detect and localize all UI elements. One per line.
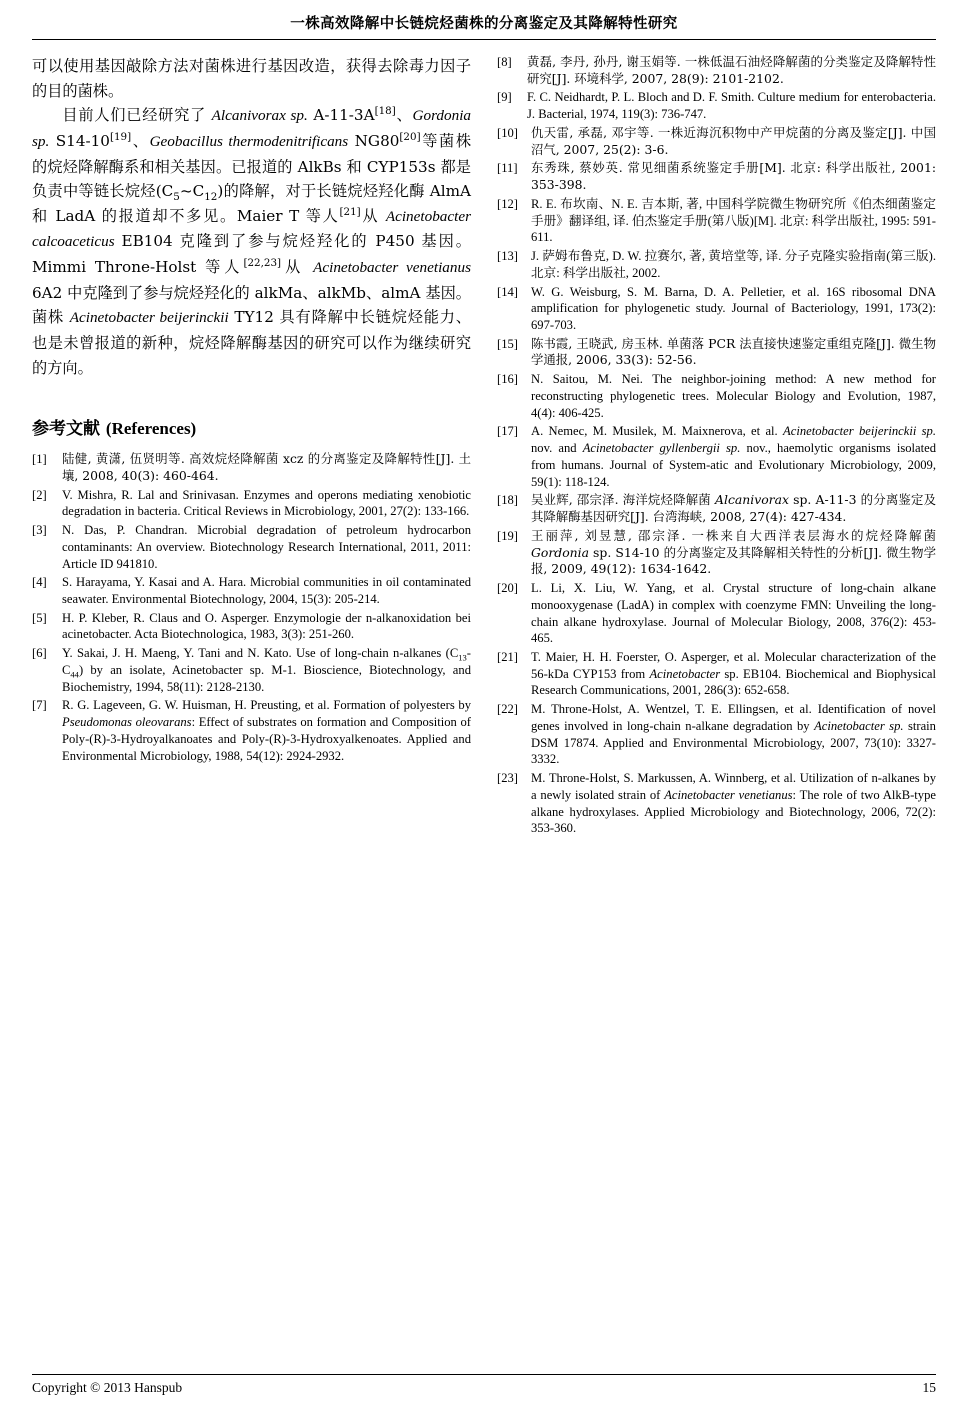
header-divider [32,39,936,40]
reference-item [497,649,936,699]
page-footer [32,1374,936,1396]
reference-text: 陈书霞, 王晓武, 房玉林. 单菌落 PCR 法直接快速鉴定重组克隆[J]. 微生物学通报, 2006, 33(3): 52-56. [531,335,936,368]
body-paragraph-2: 目前人们已经研究了 Alcanivorax sp. A-11-3A[18]、Gordonia sp. S14-10[19]、Geobacillus thermodenitrificans NG80[20]等菌株的烷烃降解酶系和相关基因。已报道的 AlkBs 和 CYP153s 都是负责中等链长烷烃$(C_5\sim C_{12})$的降解，对于长链烷烃羟化酶 AlmA 和 LadA 的报道却不多见。Maier T 等人[21]从 Acinetobacter calcoaceticus EB104 克隆到了参与烷烃羟化的 P450 基因。Mimmi Throne-Holst 等人[22,23]从 Acinetobacter venetianus 6A2 中克隆到了参与烷烃羟化的 alkMa、alkMb、almA 基因。菌株 Acinetobacter beijerinckii TY12 具有降解中长链烷烃能力、也是未曾报道的新种，烷烃降解酶基因的研究可以作为继续研究的方向。 [32,105,472,377]
reference-item [32,645,471,695]
reference-item [32,451,471,484]
reference-text: R. G. Lageveen, G. W. Huisman, H. Preusting, et al. Formation of polyesters by Pseudomonas oleovarans: Effect of substrates on formation and Composition of Poly-(R)-3-Hydroyalkanoates and Poly-(R)-3-Hydroxyalkenoates. Applied and Environmental Microbiology, 1988, 54(12): 2924-2932. [62,698,471,763]
reference-text: Y. Sakai, J. H. Maeng, Y. Tani and N. Kato. Use of long-chain n-alkanes $(C_{13}-C_{44})$ by an isolate, Acinetobacter sp. M-1. Bioscience, Biotechnology, and Biochemistry, 1994, 58(11): 2128-2130. [62,646,471,694]
reference-item [497,580,936,647]
reference-number: [23] [497,771,518,786]
reference-item [497,336,936,369]
reference-item [32,574,471,607]
reference-number: [20] [497,581,518,596]
running-head: 一株高效降解中长链烷烃菌株的分离鉴定及其降解特性研究 [290,16,678,32]
reference-number: [10] [497,125,518,140]
references-heading [32,414,471,439]
reference-text: W. G. Weisburg, S. M. Barna, D. A. Pelletier, et al. 16S ribosomal DNA amplification for phylogenetic study. Journal of Bacteriology, 1991, 173(2): 697-703. [531,284,936,333]
reference-number: [15] [497,336,518,351]
reference-list-right [497,54,936,837]
reference-item [32,610,471,643]
reference-item [497,371,936,421]
reference-item [497,701,936,768]
reference-text: H. P. Kleber, R. Claus and O. Asperger. Enzymologie der n-alkanoxidation bei acinetobacter. Acta Biotechnologica, 1983, 3(3): 251-260. [62,610,471,642]
reference-text: 东秀珠, 蔡妙英. 常见细菌系统鉴定手册[M]. 北京: 科学出版社, 2001: 353-398. [531,160,936,193]
reference-item [497,770,936,837]
reference-list-left [32,451,471,764]
reference-number: [1] [32,452,47,467]
reference-item [497,89,936,122]
reference-number: [21] [497,649,518,664]
reference-number: [2] [32,487,47,502]
reference-item [32,522,471,572]
reference-text: 黄磊, 李丹, 孙丹, 谢玉娟等. 一株低温石油烃降解菌的分类鉴定及降解特性研究[J]. 环境科学, 2007, 28(9): 2101-2102. [527,54,936,86]
reference-number: [3] [32,523,47,538]
reference-text: A. Nemec, M. Musilek, M. Maixnerova, et al. Acinetobacter beijerinckii sp. nov. and Acinetobacter gyllenbergii sp. nov., haemolytic organisms isolated from humans. Journal of System-atic and Evolutionary Microbiology, 2009, 59(1): 118-124. [531,424,936,489]
reference-item [497,54,936,87]
reference-number: [8] [497,55,512,69]
reference-item [497,528,936,578]
reference-item [497,196,936,246]
reference-item [497,492,936,525]
footer-divider [32,1374,936,1375]
reference-number: [14] [497,284,518,299]
reference-number: [6] [32,646,47,661]
reference-text: 陆健, 黄潇, 伍贤明等. 高效烷烃降解菌 xcz 的分离鉴定及降解特性[J]. 土壤, 2008, 40(3): 460-464. [62,451,471,483]
left-column [32,54,471,766]
reference-text: J. 萨姆布鲁克, D. W. 拉赛尔, 著, 黄培堂等, 译. 分子克隆实验指南(第三版). 北京: 科学出版社, 2002. [531,249,936,280]
footer-row [32,1380,936,1396]
reference-text: N. Saitou, M. Nei. The neighbor-joining method: A new method for reconstructing phylogenetic trees. Molecular Biology and Evolution, 1987, 4(4): 406-425. [531,372,936,420]
page-number: 15 [922,1380,936,1395]
reference-number: [9] [497,90,512,105]
two-column-layout [32,54,936,839]
reference-text: R. E. 布坎南、N. E. 吉本斯, 著, 中国科学院微生物研究所《伯杰细菌鉴定手册》翻译组, 译. 伯杰鉴定手册(第八版)[M]. 北京: 科学出版社, 1995: 591-611. [531,196,936,245]
reference-item [497,160,936,193]
reference-text: 仇天雷, 承磊, 邓宇等. 一株近海沉积物中产甲烷菌的分离及鉴定[J]. 中国沼气, 2007, 25(2): 3-6. [531,124,936,157]
reference-number: [12] [497,196,518,211]
reference-item [497,125,936,158]
reference-text: V. Mishra, R. Lal and Srinivasan. Enzymes and operons mediating xenobiotic degradation in bacteria. Critical Reviews in Microbiology, 2001, 27(2): 133-166. [62,487,471,519]
reference-number: [4] [32,575,47,590]
reference-text: 吴业辉, 邵宗泽. 海洋烷烃降解菌 Alcanivorax sp. A-11-3 的分离鉴定及其降解酶基因研究[J]. 台湾海峡, 2008, 27(4): 427-434. [531,492,936,525]
reference-item [497,423,936,490]
reference-number: [18] [497,493,518,508]
right-column [497,54,936,839]
reference-text: N. Das, P. Chandran. Microbial degradation of petroleum hydrocarbon contaminants: An overview. Biotechnology Research International, 2011, 2011: Article ID 941810. [62,523,471,571]
reference-text: F. C. Neidhardt, P. L. Bloch and D. F. Smith. Culture medium for enterobacteria. J. Bacterial, 1974, 119(3): 736-747. [527,90,936,122]
reference-text: M. Throne-Holst, S. Markussen, A. Winnberg, et al. Utilization of n-alkanes by a newly isolated strain of Acinetobacter venetianus: The role of two AlkB-type alkane hydroxylases. Applied Microbiology and Biotechnology, 2006, 72(2): 353-360. [531,771,936,836]
reference-item [32,697,471,764]
reference-number: [17] [497,424,518,439]
body-paragraph-1: 可以使用基因敲除方法对菌株进行基因改造，获得去除毒力因子的目的菌株。 [32,57,471,100]
reference-item [497,248,936,281]
reference-text: M. Throne-Holst, A. Wentzel, T. E. Ellingsen, et al. Identification of novel genes involved in long-chain n-alkane degradation by Acinetobacter sp. strain DSM 17874. Applied and Environmental Microbiology, 2007, 73(10): 3327-3332. [531,702,936,767]
references-heading-cn: 参考文献 [32,419,100,440]
reference-item [32,487,471,520]
references-heading-en: (References) [105,419,197,439]
reference-text: S. Harayama, Y. Kasai and A. Hara. Microbial communities in oil contaminated seawater. Environmental Biotechnology, 2004, 15(3): 205-214. [62,575,471,606]
reference-number: [13] [497,249,518,264]
reference-text: 王丽萍, 刘昱慧, 邵宗泽. 一株来自大西洋表层海水的烷烃降解菌 Gordonia sp. S14-10 的分离鉴定及其降解相关特性的分析[J]. 微生物学报, 2009, 49(12): 1634-1642. [531,527,936,577]
reference-number: [11] [497,161,518,176]
reference-number: [7] [32,698,47,713]
reference-text: T. Maier, H. H. Foerster, O. Asperger, et al. Molecular characterization of the 56-kDa CYP153 from Acinetobacter sp. EB104. Biochemical and Biophysical Research Communications, 2001, 286(3): 652-658. [531,649,936,698]
copyright-text: Copyright © 2013 Hanspub [32,1380,183,1395]
reference-number: [16] [497,372,518,387]
reference-number: [22] [497,702,518,717]
reference-number: [5] [32,610,47,625]
reference-number: [19] [497,528,518,543]
reference-text: L. Li, X. Liu, W. Yang, et al. Crystal structure of long-chain alkane monooxygenase (LadA) in complex with coenzyme FMN: Unveiling the long-chain alkane hydroxylase. Journal of Molecular Biology, 2008, 376(2): 453-465. [531,581,936,646]
reference-item [497,284,936,334]
